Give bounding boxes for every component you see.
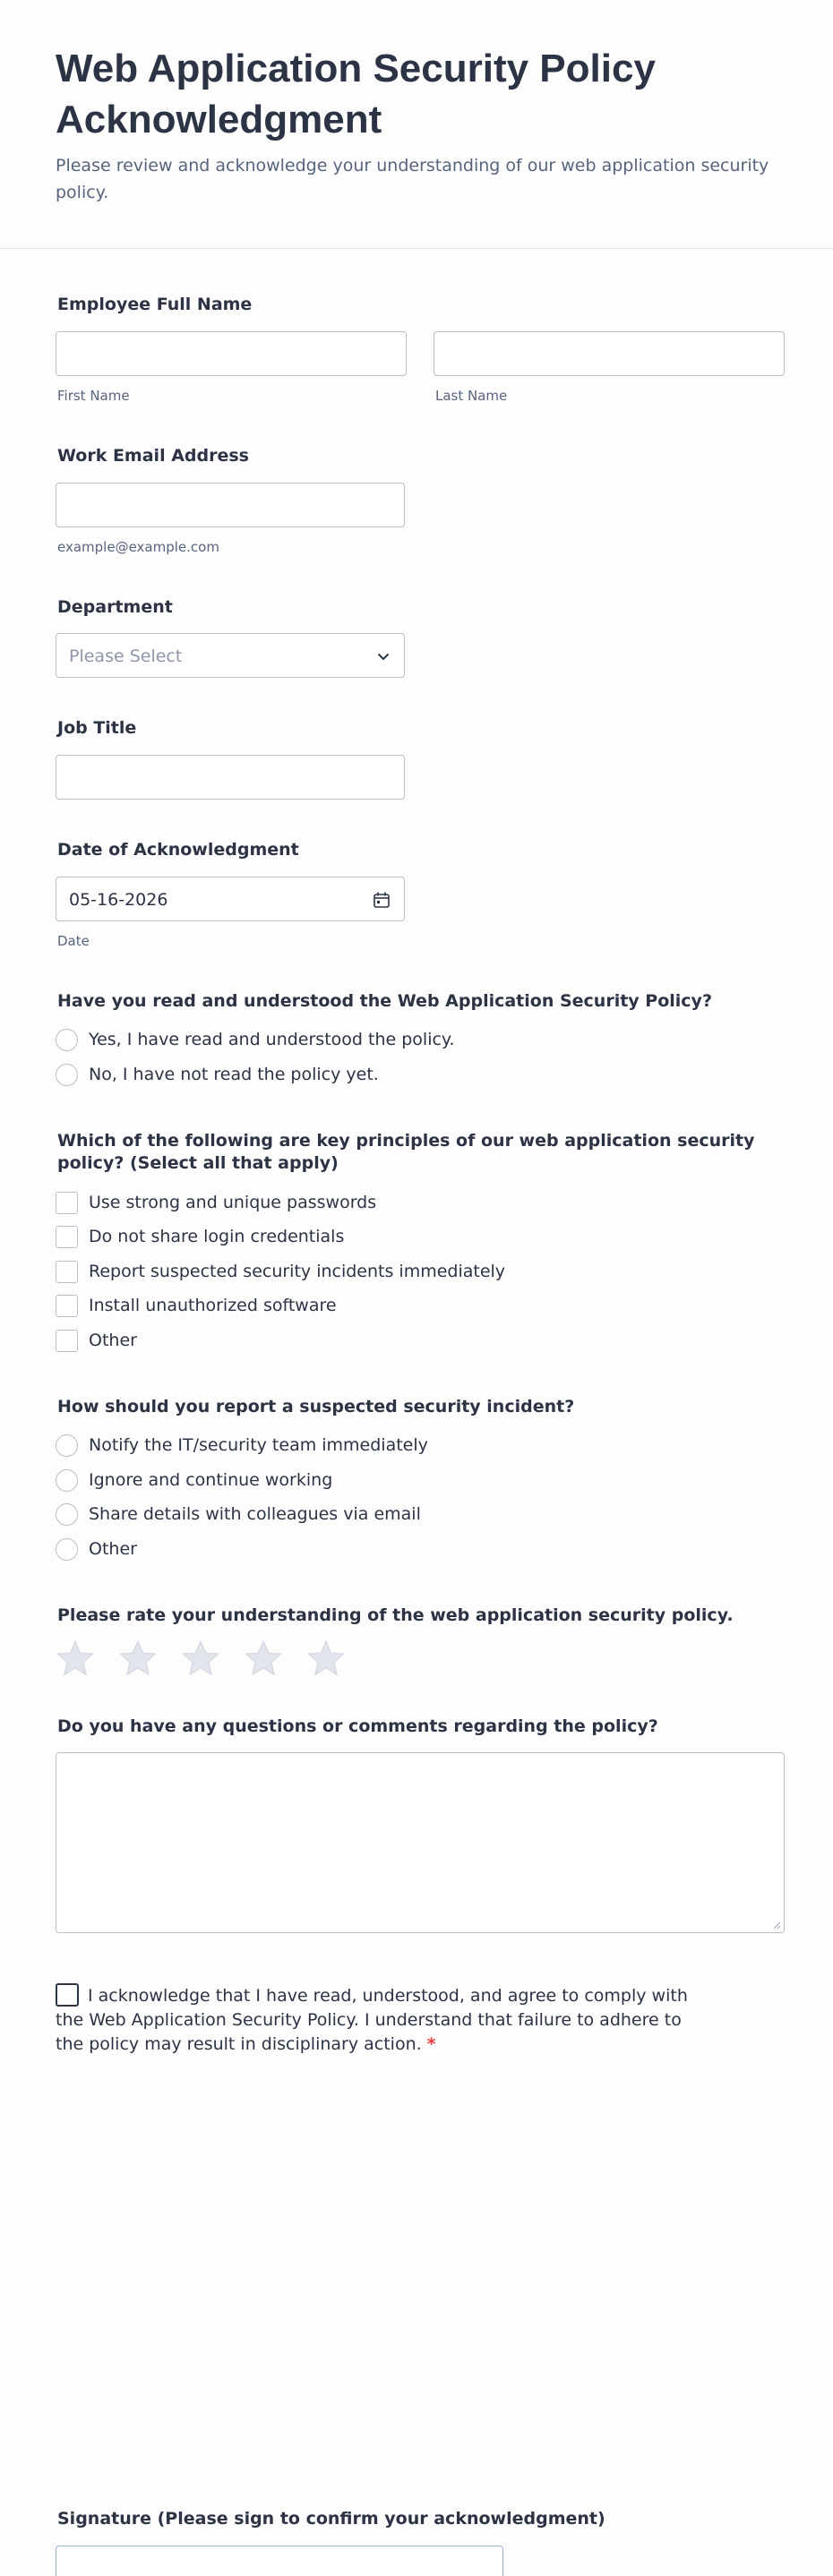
department-select[interactable] bbox=[56, 633, 405, 678]
checkbox[interactable] bbox=[56, 1295, 78, 1317]
principles-label: Which of the following are key principles of our web application security policy? (Select all that apply) bbox=[57, 1131, 755, 1173]
rating-label: Please rate your understanding of the web application security policy. bbox=[57, 1605, 734, 1625]
principles-option-1[interactable] bbox=[56, 1190, 376, 1215]
resize-grip-icon[interactable] bbox=[772, 1921, 781, 1930]
report-label: How should you report a suspected security incident? bbox=[57, 1397, 575, 1416]
radio-button[interactable] bbox=[56, 1434, 78, 1457]
checkbox[interactable] bbox=[56, 1226, 78, 1248]
read-option-no[interactable] bbox=[56, 1062, 379, 1087]
first-name-input[interactable] bbox=[56, 331, 407, 376]
acknowledgment-checkbox-row[interactable] bbox=[56, 1983, 700, 2057]
radio-button[interactable] bbox=[56, 1503, 78, 1526]
date-label: Date of Acknowledgment bbox=[57, 840, 299, 860]
header-divider bbox=[0, 248, 833, 249]
star-icon[interactable] bbox=[118, 1639, 158, 1678]
report-option-2[interactable] bbox=[56, 1468, 332, 1493]
first-name-sublabel: First Name bbox=[57, 388, 130, 404]
checkbox[interactable] bbox=[56, 1261, 78, 1283]
star-icon[interactable] bbox=[244, 1639, 283, 1678]
option-label: Yes, I have read and understood the policy. bbox=[89, 1030, 455, 1049]
signature-label: Signature (Please sign to confirm your acknowledgment) bbox=[57, 2509, 605, 2529]
email-label: Work Email Address bbox=[57, 446, 249, 466]
report-option-3[interactable] bbox=[56, 1502, 421, 1527]
option-label: Report suspected security incidents immediately bbox=[89, 1262, 506, 1281]
principles-option-2[interactable] bbox=[56, 1224, 344, 1249]
report-option-4[interactable] bbox=[56, 1536, 137, 1562]
checkbox[interactable] bbox=[56, 1330, 78, 1352]
comments-textarea[interactable] bbox=[56, 1752, 785, 1933]
option-label: No, I have not read the policy yet. bbox=[89, 1065, 379, 1084]
principles-option-3[interactable] bbox=[56, 1259, 505, 1284]
radio-button[interactable] bbox=[56, 1469, 78, 1492]
calendar-icon[interactable] bbox=[372, 890, 391, 910]
star-icon[interactable] bbox=[181, 1639, 220, 1678]
date-sublabel: Date bbox=[57, 933, 90, 949]
read-policy-label: Have you read and understood the Web Application Security Policy? bbox=[57, 991, 712, 1011]
email-input[interactable] bbox=[56, 483, 405, 527]
acknowledgment-text: I acknowledge that I have read, understood, and agree to comply with the Web Application Security Policy. I understand that failure to adhere to the policy may result in disciplinary action. bbox=[56, 1986, 688, 2054]
date-value: 05-16-2026 bbox=[69, 890, 168, 910]
principles-option-5[interactable] bbox=[56, 1328, 137, 1353]
star-icon[interactable] bbox=[56, 1639, 95, 1678]
report-option-1[interactable] bbox=[56, 1433, 428, 1458]
job-title-label: Job Title bbox=[57, 718, 137, 738]
form-title: Web Application Security Policy Acknowledgment bbox=[56, 47, 656, 141]
date-input[interactable] bbox=[56, 877, 405, 921]
acknowledgment-checkbox[interactable] bbox=[56, 1983, 79, 2007]
checkbox[interactable] bbox=[56, 1192, 78, 1214]
radio-button[interactable] bbox=[56, 1538, 78, 1561]
signature-pad[interactable] bbox=[56, 2546, 503, 2576]
option-label: Do not share login credentials bbox=[89, 1227, 345, 1246]
option-label: Share details with colleagues via email bbox=[89, 1504, 421, 1524]
last-name-input[interactable] bbox=[434, 331, 785, 376]
job-title-input[interactable] bbox=[56, 755, 405, 800]
email-sublabel: example@example.com bbox=[57, 539, 219, 555]
full-name-label: Employee Full Name bbox=[57, 295, 253, 314]
star-rating[interactable] bbox=[56, 1639, 369, 1678]
read-option-yes[interactable] bbox=[56, 1027, 455, 1052]
option-label: Other bbox=[89, 1539, 137, 1559]
department-label: Department bbox=[57, 597, 173, 617]
comments-label: Do you have any questions or comments regarding the policy? bbox=[57, 1716, 658, 1736]
last-name-sublabel: Last Name bbox=[435, 388, 508, 404]
radio-button[interactable] bbox=[56, 1064, 78, 1086]
option-label: Notify the IT/security team immediately bbox=[89, 1435, 428, 1455]
principles-option-4[interactable] bbox=[56, 1293, 337, 1318]
option-label: Install unauthorized software bbox=[89, 1296, 337, 1315]
option-label: Ignore and continue working bbox=[89, 1470, 333, 1490]
star-icon[interactable] bbox=[306, 1639, 346, 1678]
form-subtitle: Please review and acknowledge your understanding of our web application security policy. bbox=[56, 156, 769, 202]
department-placeholder: Please Select bbox=[69, 646, 183, 666]
option-label: Other bbox=[89, 1331, 137, 1350]
form-header bbox=[56, 43, 790, 206]
radio-button[interactable] bbox=[56, 1029, 78, 1051]
option-label: Use strong and unique passwords bbox=[89, 1193, 377, 1212]
chevron-down-icon bbox=[375, 648, 391, 664]
required-mark: * bbox=[426, 2034, 436, 2054]
